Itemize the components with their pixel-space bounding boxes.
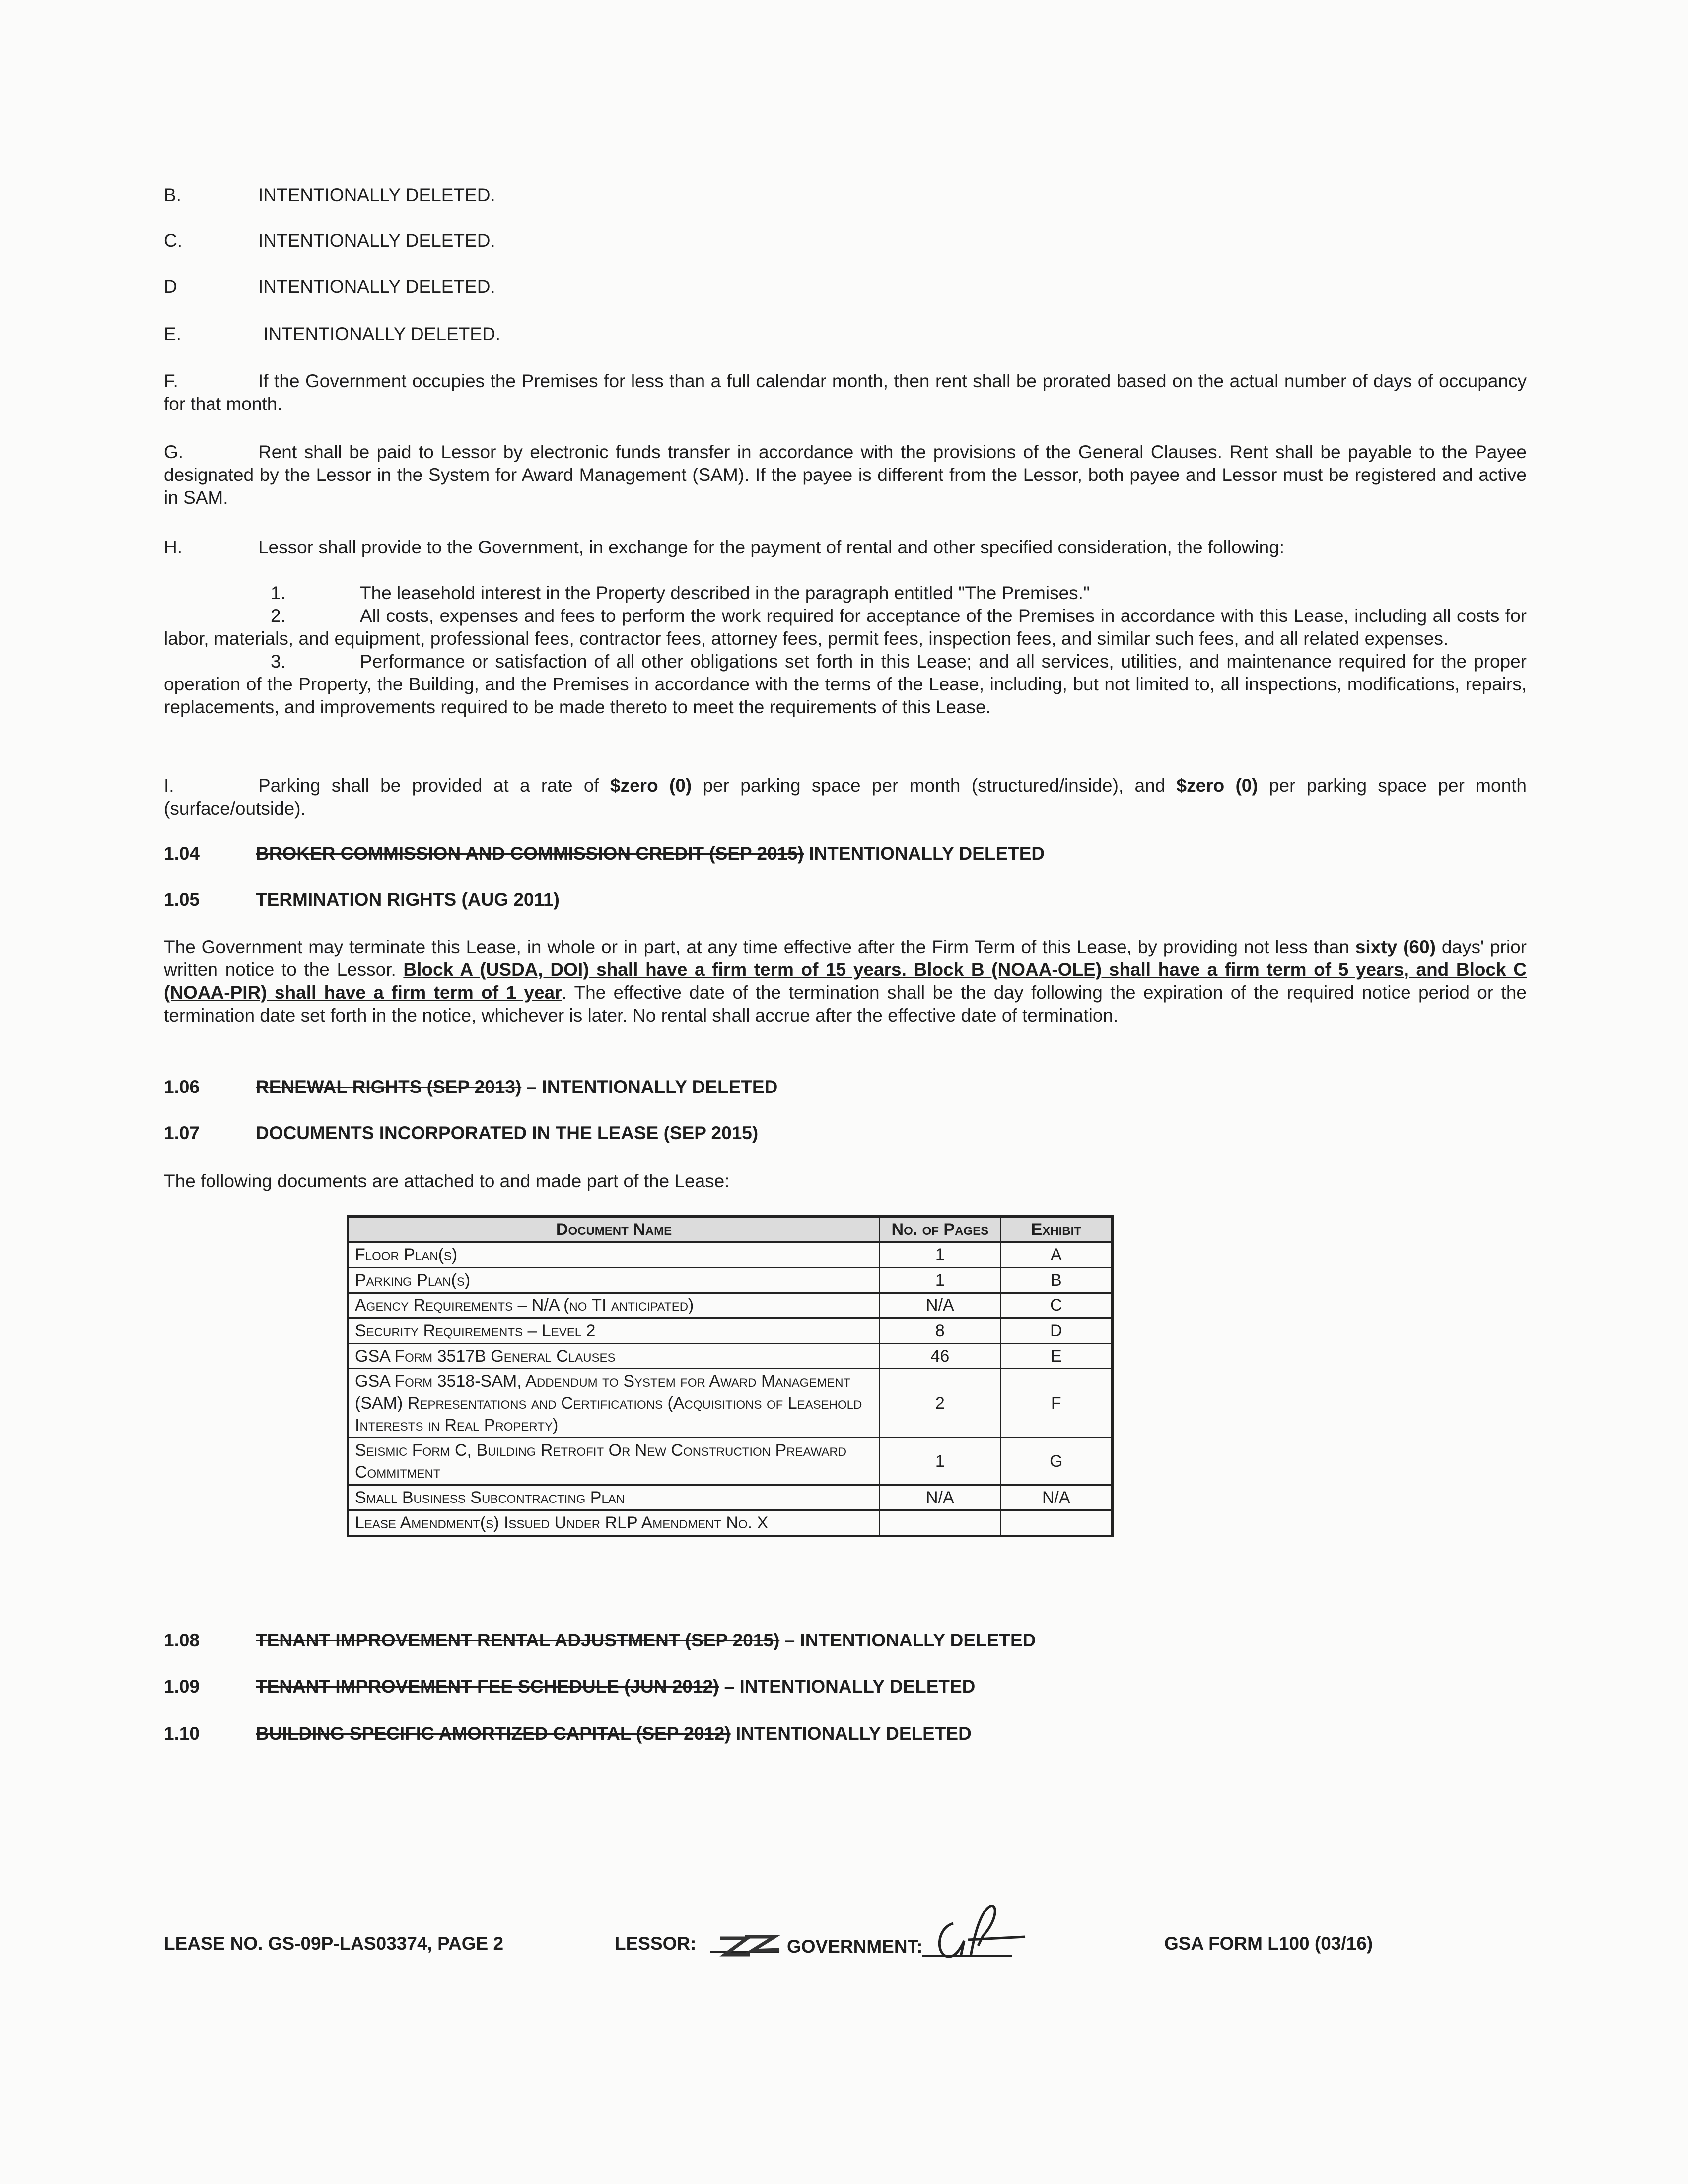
item-label: H.	[164, 537, 182, 557]
section-1-08	[164, 1629, 1527, 1652]
subitem-text: All costs, expenses and fees to perform the work required for acceptance of the Premises in accordance with this Lease, including all costs for labor, materials, and equipment, professional fees, contractor fees, attorney fees, permit fees, inspection fees, and similar such fees, and all related expenses.	[164, 606, 1527, 649]
parking-text: per parking space per month (structured/inside), and	[692, 775, 1177, 796]
pages-cell: N/A	[880, 1293, 1001, 1318]
item-label: D	[164, 276, 177, 297]
item-label: B.	[164, 185, 181, 205]
table-row	[348, 1268, 1113, 1293]
document-name-cell: Lease Amendment(s) Issued Under RLP Amendment No. X	[348, 1510, 880, 1536]
section-title: TERMINATION RIGHTS (AUG 2011)	[256, 889, 560, 910]
table-row	[348, 1510, 1113, 1536]
section-title-struck: TENANT IMPROVEMENT FEE SCHEDULE (JUN 2012)	[256, 1676, 719, 1697]
item-d	[164, 275, 1527, 298]
document-name-cell: Floor Plan(s)	[348, 1242, 880, 1268]
exhibit-cell: N/A	[1000, 1485, 1112, 1510]
section-1-06	[164, 1076, 1527, 1098]
section-status: – INTENTIONALLY DELETED	[779, 1630, 1036, 1650]
lessor-initials-signature	[705, 1926, 792, 1961]
section-number: 1.06	[164, 1077, 200, 1097]
item-i	[164, 774, 1527, 820]
section-1-10	[164, 1722, 1527, 1745]
document-name-cell: Seismic Form C, Building Retrofit Or New Construction Preaward Commitment	[348, 1438, 880, 1485]
section-1-07	[164, 1122, 1527, 1145]
pages-cell: 8	[880, 1318, 1001, 1344]
item-label: C.	[164, 230, 182, 251]
exhibit-cell: D	[1000, 1318, 1112, 1344]
document-name-cell: Small Business Subcontracting Plan	[348, 1485, 880, 1510]
section-number: 1.05	[164, 889, 200, 910]
section-number: 1.09	[164, 1676, 200, 1697]
table-row	[348, 1369, 1113, 1438]
item-g	[164, 441, 1527, 509]
termination-text: days' prior written notice to the Lessor.	[164, 937, 1527, 980]
table-row	[348, 1485, 1113, 1510]
table-row	[348, 1318, 1113, 1344]
table-row	[348, 1293, 1113, 1318]
item-text: If the Government occupies the Premises for less than a full calendar month, then rent shall be prorated based on the actual number of days of occupancy for that month.	[164, 371, 1527, 414]
item-label: F.	[164, 371, 178, 391]
item-text: Lessor shall provide to the Government, in exchange for the payment of rental and other specified consideration, the following:	[258, 537, 1285, 557]
section-number: 1.07	[164, 1123, 200, 1143]
footer-form-number: GSA FORM L100 (03/16)	[1164, 1933, 1373, 1954]
document-name-cell: Parking Plan(s)	[348, 1268, 880, 1293]
footer-lessor	[615, 1933, 696, 1954]
item-f	[164, 370, 1527, 415]
section-status: INTENTIONALLY DELETED	[803, 843, 1045, 864]
document-name-cell: GSA Form 3518-SAM, Addendum to System for Award Management (SAM) Representations and Certifications (Acquisitions of Leasehold Interests in Real Property)	[348, 1369, 880, 1438]
termination-text: . The effective date of the termination shall be the day following the expiration of the required notice period or the termination date set forth in the notice, whichever is later. No rental shall accrue after the effective date of termination.	[164, 982, 1527, 1025]
item-text: INTENTIONALLY DELETED.	[258, 324, 500, 344]
item-label: I.	[164, 775, 174, 796]
section-title-struck: BROKER COMMISSION AND COMMISSION CREDIT (SEP 2015)	[256, 843, 804, 864]
header-exhibit: Exhibit	[1000, 1217, 1112, 1242]
exhibit-cell: G	[1000, 1438, 1112, 1485]
notice-days: sixty (60)	[1355, 937, 1436, 957]
exhibit-cell	[1000, 1510, 1112, 1536]
documents-intro-text: The following documents are attached to and made part of the Lease:	[164, 1171, 730, 1191]
subitem	[164, 605, 1527, 650]
government-initials-signature	[933, 1901, 1033, 1961]
pages-cell: N/A	[880, 1485, 1001, 1510]
section-1-04	[164, 842, 1527, 865]
section-number: 1.10	[164, 1723, 200, 1744]
section-1-09	[164, 1675, 1527, 1698]
exhibit-cell: F	[1000, 1369, 1112, 1438]
item-e	[164, 323, 1527, 345]
pages-cell: 46	[880, 1344, 1001, 1369]
item-h	[164, 536, 1527, 559]
pages-cell: 1	[880, 1242, 1001, 1268]
section-number: 1.04	[164, 843, 200, 864]
item-b	[164, 184, 1527, 206]
item-c	[164, 229, 1527, 252]
lessor-label: LESSOR:	[615, 1933, 697, 1954]
section-title-struck: RENEWAL RIGHTS (SEP 2013)	[256, 1077, 522, 1097]
table-row	[348, 1438, 1113, 1485]
table-header-row	[348, 1217, 1113, 1242]
section-title-struck: BUILDING SPECIFIC AMORTIZED CAPITAL (SEP 2012)	[256, 1723, 731, 1744]
item-label: G.	[164, 442, 184, 462]
government-label: GOVERNMENT:	[787, 1936, 923, 1957]
item-text: INTENTIONALLY DELETED.	[258, 230, 495, 251]
section-status: – INTENTIONALLY DELETED	[521, 1077, 778, 1097]
parking-rate-surface: $zero (0)	[1176, 775, 1258, 796]
section-status: – INTENTIONALLY DELETED	[719, 1676, 976, 1697]
section-1-05	[164, 888, 1527, 911]
document-name-cell: Agency Requirements – N/A (no TI anticipated)	[348, 1293, 880, 1318]
parking-rate-structured: $zero (0)	[610, 775, 692, 796]
pages-cell	[880, 1510, 1001, 1536]
pages-cell: 1	[880, 1268, 1001, 1293]
section-status: INTENTIONALLY DELETED	[730, 1723, 972, 1744]
exhibit-cell: C	[1000, 1293, 1112, 1318]
exhibit-cell: E	[1000, 1344, 1112, 1369]
header-no-of-pages: No. of Pages	[880, 1217, 1001, 1242]
section-number: 1.08	[164, 1630, 200, 1650]
subitem	[164, 582, 1527, 605]
subitem-number: 3.	[271, 651, 286, 672]
subitem-number: 2.	[271, 606, 286, 626]
item-label: E.	[164, 324, 181, 344]
subitem-text: The leasehold interest in the Property described in the paragraph entitled "The Premises."	[360, 583, 1090, 603]
parking-text: Parking shall be provided at a rate of	[258, 775, 611, 796]
subitem	[164, 650, 1527, 719]
termination-text: The Government may terminate this Lease, in whole or in part, at any time effective after the Firm Term of this Lease, by providing not less than	[164, 937, 1355, 957]
item-text: INTENTIONALLY DELETED.	[258, 185, 495, 205]
table-row	[348, 1344, 1113, 1369]
firm-term-text: Block A (USDA, DOI) shall have a firm term of 15 years. Block B (NOAA-OLE) shall have a firm term of 5 years, and Block C (NOAA-PIR) shall have a firm term of 1 year	[164, 959, 1527, 1003]
subitem-text: Performance or satisfaction of all other obligations set forth in this Lease; and all services, utilities, and maintenance required for the proper operation of the Property, the Building, and the Premises in accordance with the terms of the Lease, including, but not limited to, all inspections, modifications, repairs, replacements, and improvements required to be made thereto to meet the requirements of this Lease.	[164, 651, 1527, 717]
section-title-struck: TENANT IMPROVEMENT RENTAL ADJUSTMENT (SEP 2015)	[256, 1630, 780, 1650]
exhibit-cell: A	[1000, 1242, 1112, 1268]
item-text: INTENTIONALLY DELETED.	[258, 276, 495, 297]
document-name-cell: Security Requirements – Level 2	[348, 1318, 880, 1344]
parking-text: per parking space per month (surface/outside).	[164, 775, 1527, 819]
item-h-subitems	[164, 582, 1527, 719]
section-title: DOCUMENTS INCORPORATED IN THE LEASE (SEP 2015)	[256, 1123, 759, 1143]
document-name-cell: GSA Form 3517B General Clauses	[348, 1344, 880, 1369]
pages-cell: 1	[880, 1438, 1001, 1485]
header-document-name: Document Name	[348, 1217, 880, 1242]
footer-lease-number: LEASE NO. GS-09P-LAS03374, PAGE 2	[164, 1933, 504, 1954]
item-text: Rent shall be paid to Lessor by electronic funds transfer in accordance with the provisions of the General Clauses. Rent shall be payable to the Payee designated by the Lessor in the System for Award Management (SAM). If the payee is different from the Lessor, both payee and Lessor must be registered and active in SAM.	[164, 442, 1527, 508]
exhibit-cell: B	[1000, 1268, 1112, 1293]
termination-paragraph	[164, 936, 1527, 1027]
subitem-number: 1.	[271, 583, 286, 603]
table-row	[348, 1242, 1113, 1268]
pages-cell: 2	[880, 1369, 1001, 1438]
documents-table	[347, 1215, 1114, 1537]
documents-intro	[164, 1170, 1527, 1193]
